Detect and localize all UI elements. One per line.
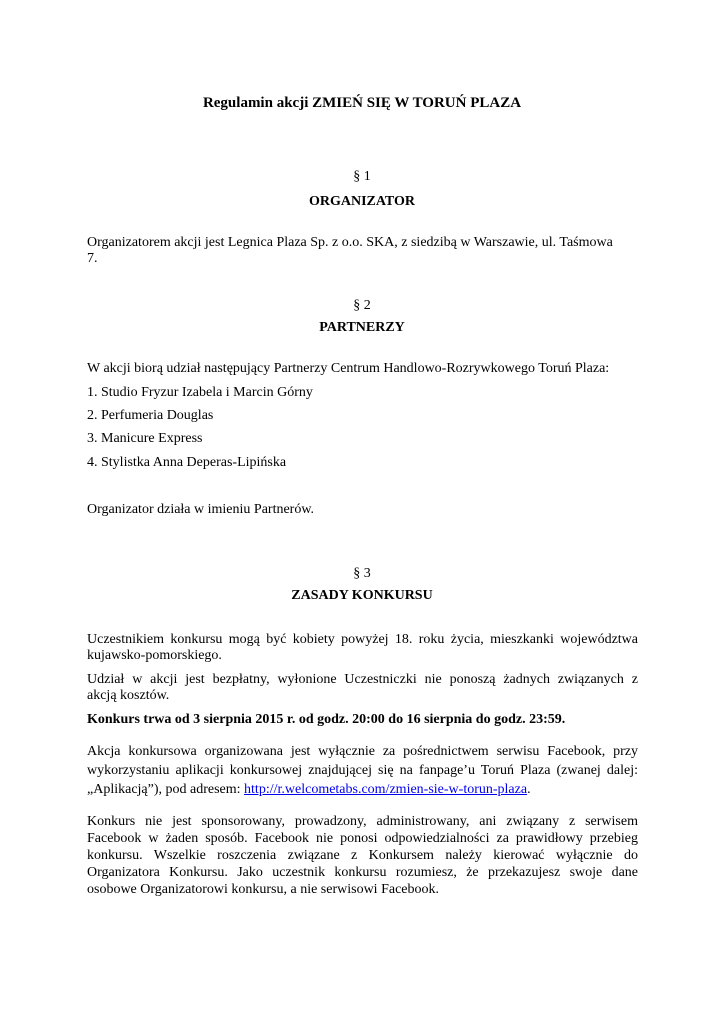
section-3-p2-line-2: akcją kosztów. [87,688,170,703]
section-3-p4-line-3: konkursu. Wszelkie roszczenia związane z Konkursem należy kierować wyłącznie do [87,848,638,863]
section-3-p4-line-1: Konkurs nie jest sponsorowany, prowadzony, administrowany, ani związany z serwisem [87,814,638,829]
document-title: Regulamin akcji ZMIEŃ SIĘ W TORUŃ PLAZA [202,95,522,111]
partner-list-item: 1. Studio Fryzur Izabela i Marcin Górny [87,385,313,400]
section-2-closing: Organizator działa w imieniu Partnerów. [87,502,315,517]
section-3-heading: ZASADY KONKURSU [291,588,433,603]
partner-list-item: 2. Perfumeria Douglas [87,408,214,423]
section-3-p2-line-1: Udział w akcji jest bezpłatny, wyłonione Uczestniczki nie ponoszą żadnych związanych z [87,672,638,687]
app-address-suffix: . [527,782,531,797]
app-address-link[interactable]: http://r.welcometabs.com/zmien-sie-w-torun-plaza [244,782,528,797]
app-address-prefix: „Aplikacją”), pod adresem: [87,782,245,797]
partner-list-item: 3. Manicure Express [87,431,203,446]
section-1-heading: ORGANIZATOR [308,194,416,209]
section-2-intro: W akcji biorą udział następujący Partnerzy Centrum Handlowo-Rozrywkowego Toruń Plaza: [87,361,610,376]
section-3-p1-line-1: Uczestnikiem konkursu mogą być kobiety powyżej 18. roku życia, mieszkanki województwa [87,632,638,647]
section-3-number: § 3 [353,566,371,581]
section-3-p3-line-2: wykorzystaniu aplikacji konkursowej znajdującej się na fanpage’u Toruń Plaza (zwanej dalej: [87,763,638,778]
section-3-p3-line-1: Akcja konkursowa organizowana jest wyłącznie za pośrednictwem serwisu Facebook, przy [87,744,638,759]
section-3-p3-line-3 [87,782,531,798]
contest-dates: Konkurs trwa od 3 sierpnia 2015 r. od godz. 20:00 do 16 sierpnia do godz. 23:59. [87,712,566,727]
section-1-line-2: 7. [87,251,98,266]
section-3-p4-line-5: osobowe Organizatorowi konkursu, a nie serwisowi Facebook. [87,882,440,897]
section-1-line-1: Organizatorem akcji jest Legnica Plaza Sp. z o.o. SKA, z siedzibą w Warszawie, ul. Taśmowa [87,235,613,250]
section-1-number: § 1 [353,169,371,184]
section-3-p1-line-2: kujawsko-pomorskiego. [87,648,222,663]
section-2-heading: PARTNERZY [319,320,405,335]
partner-list-item: 4. Stylistka Anna Deperas-Lipińska [87,455,287,470]
section-3-p4-line-2: Facebook w żaden sposób. Facebook nie ponosi odpowiedzialności za prawidłowy przebieg [87,831,638,846]
section-3-p4-line-4: Organizatora Konkursu. Jako uczestnik konkursu rozumiesz, że przekazujesz swoje dane [87,865,638,880]
section-2-number: § 2 [353,298,371,313]
